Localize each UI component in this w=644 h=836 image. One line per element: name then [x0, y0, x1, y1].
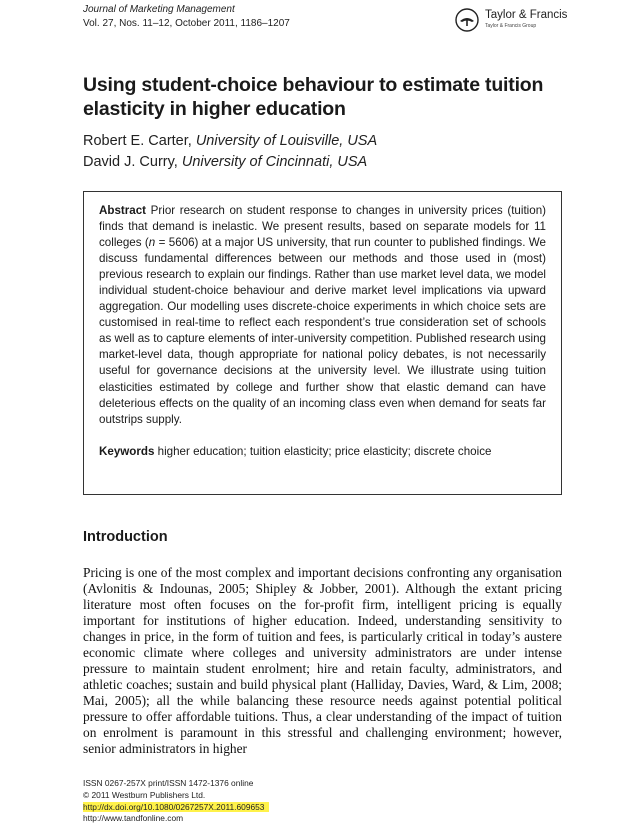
sample-size-symbol: n [148, 236, 156, 250]
keywords-list: higher education; tuition elasticity; price elasticity; discrete choice [154, 444, 492, 458]
keywords [99, 444, 546, 460]
website-link[interactable]: http://www.tandfonline.com [83, 813, 184, 824]
author-affiliation: University of Cincinnati, USA [181, 154, 368, 170]
journal-header [83, 3, 290, 31]
volume-info: Vol. 27, Nos. 11–12, October 2011, 1186–1207 [83, 18, 290, 29]
author-name: David J. Curry, [83, 154, 182, 170]
introduction-paragraph: Pricing is one of the most complex and important decisions confronting any organisation (Avlonitis & Indounas, 2005; Shipley & Jobber, 2001). Although the extant pricing literature most often focuses on the for-profit firm, intelligent pricing is equally important for institutions of higher education. Indeed, understanding sensitivity to changes in price, in the form of tuition and fees, is particularly critical in today’s austere economic climate where colleges and university administrators are under intense pressure to maintain student enrolment; hire and retain faculty, administrators, and athletic coaches; sustain and build physical plant (Halliday, Davies, Ward, & Lim, 2008; Mai, 2005); all the while balancing these resource needs against potential political pressure to offer affordable tuitions. Thus, a clear understanding of the impact of tuition on enrolment is paramount in this stressful and challenging environment; however, senior administrators in higher [83, 565, 562, 756]
abstract-text: Prior research on student response to changes in university prices (tuition) finds that demand is inelastic. We present results, based on separate models for 11 colleges ( [99, 204, 546, 250]
abstract-text-continued: = 5606) at a major US university, that run counter to published findings. We discuss fundamental differences between our methods and those used in (most) previous research to explain our findings. Rather than use market level data, we model individual student-choice behaviour and derive market level implications via upward aggregation. Our modelling uses discrete-choice experiments in which choice sets are customised in real-time to reflect each respondent’s true consideration set of schools as well as to capture elements of inter-university competition. Published research using market-level data, though appropriate for national policy debates, is not necessarily useful for governance decisions at the university level. We illustrate using tuition elasticities estimated by college and further show that elastic demand can have deleterious effects on the quality of an incoming class even when demand for seats far outstrips supply. [99, 236, 546, 426]
taylor-francis-logo-icon [455, 8, 479, 32]
doi-link[interactable]: http://dx.doi.org/10.1080/0267257X.2011.609653 [83, 802, 269, 812]
author-name: Robert E. Carter, [83, 133, 196, 149]
author-affiliation: University of Louisville, USA [195, 133, 378, 149]
author-list [83, 131, 377, 173]
abstract-label: Abstract [99, 204, 147, 217]
abstract [99, 203, 546, 428]
copyright-line: © 2011 Westburn Publishers Ltd. [83, 789, 206, 800]
publisher-group: Taylor & Francis Group [485, 23, 537, 29]
keywords-label: Keywords [99, 444, 155, 458]
abstract-box [83, 191, 562, 495]
publisher-logo [455, 8, 585, 36]
footer [83, 778, 269, 825]
author-line [83, 131, 377, 152]
journal-name: Journal of Marketing Management [83, 4, 235, 15]
article-title: Using student-choice behaviour to estimate tuition elasticity in higher education [83, 74, 544, 120]
publisher-name: Taylor & Francis [485, 9, 568, 21]
section-heading-introduction: Introduction [83, 529, 168, 545]
author-line [83, 152, 377, 173]
issn-line: ISSN 0267-257X print/ISSN 1472-1376 online [83, 778, 254, 788]
